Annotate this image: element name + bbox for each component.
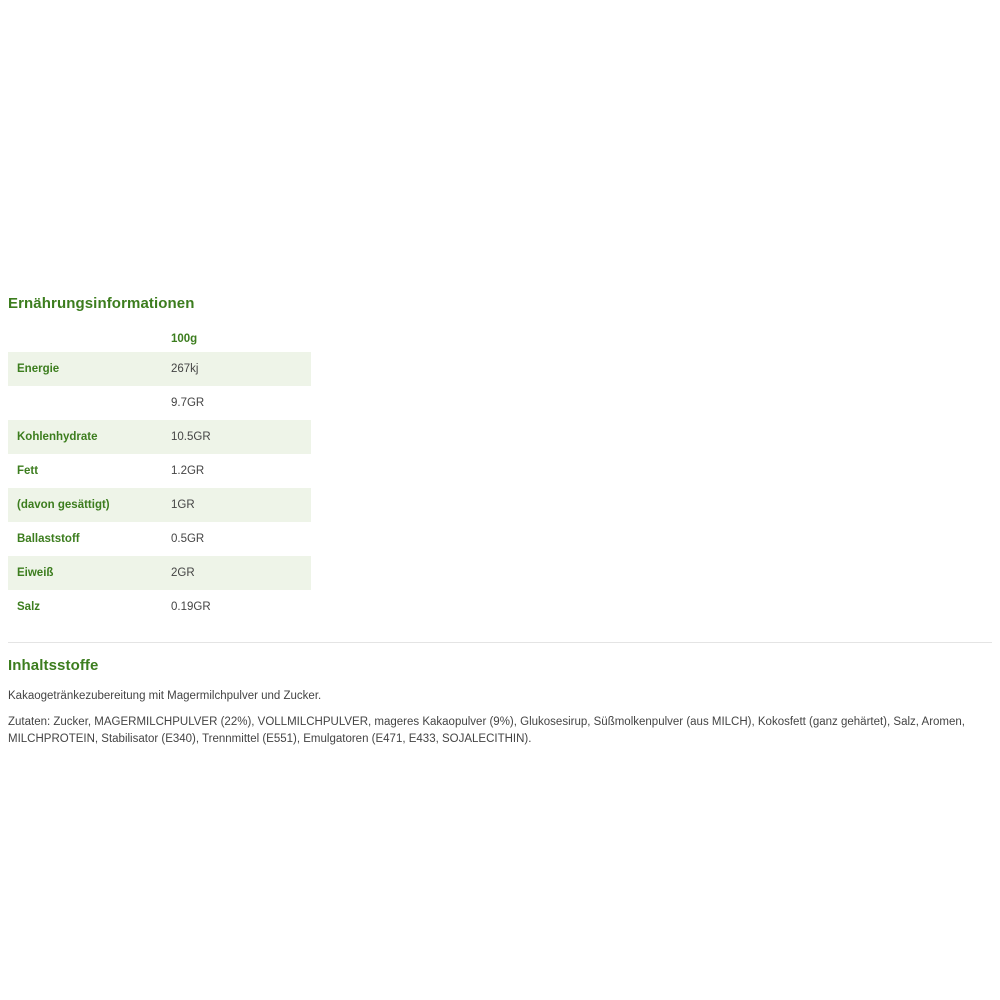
nutrition-label: Fett — [17, 465, 39, 477]
table-row — [8, 420, 311, 454]
table-header-row — [8, 326, 311, 352]
table-row — [8, 556, 311, 590]
nutrition-label: Energie — [17, 363, 60, 375]
table-row — [8, 488, 311, 522]
nutrition-value: 9.7GR — [171, 397, 205, 409]
nutrition-label: Salz — [17, 601, 41, 613]
nutrition-value: 1.2GR — [171, 465, 205, 477]
nutrition-table — [8, 326, 311, 624]
content-area — [8, 295, 992, 749]
table-header-empty-cell — [8, 326, 163, 352]
nutrition-label: (davon gesättigt) — [17, 499, 110, 511]
nutrition-label: Eiweiß — [17, 567, 54, 579]
nutrition-section-title: Ernährungsinformationen — [8, 295, 195, 312]
table-header-serving: 100g — [171, 333, 198, 345]
nutrition-value: 0.5GR — [171, 533, 205, 545]
nutrition-value: 10.5GR — [171, 431, 211, 443]
table-row — [8, 352, 311, 386]
ingredients-body-text: Zutaten: Zucker, MAGERMILCHPULVER (22%), VOLLMILCHPULVER, mageres Kakaopulver (9%), Glukosesirup, Süßmolkenpulver (aus MILCH), Kokosfett (ganz gehärtet), Salz, Aromen, MILCHPROTEIN, Stabilisator (E340), Trennmittel (E551), Emulgatoren (E471, E433, SOJALECITHIN). — [8, 716, 965, 746]
nutrition-label — [8, 386, 163, 420]
nutrition-label: Kohlenhydrate — [17, 431, 98, 443]
nutrition-value: 1GR — [171, 499, 195, 511]
ingredients-section-title: Inhaltsstoffe — [8, 657, 99, 674]
section-divider — [8, 642, 992, 643]
nutrition-value: 0.19GR — [171, 601, 211, 613]
table-row — [8, 522, 311, 556]
nutrition-label: Ballaststoff — [17, 533, 80, 545]
ingredients-section — [8, 657, 992, 749]
nutrition-value: 2GR — [171, 567, 195, 579]
table-row — [8, 590, 311, 624]
table-row — [8, 386, 311, 420]
table-row — [8, 454, 311, 488]
nutrition-value: 267kj — [171, 363, 199, 375]
ingredients-lead-text: Kakaogetränkezubereitung mit Magermilchpulver und Zucker. — [8, 690, 322, 702]
